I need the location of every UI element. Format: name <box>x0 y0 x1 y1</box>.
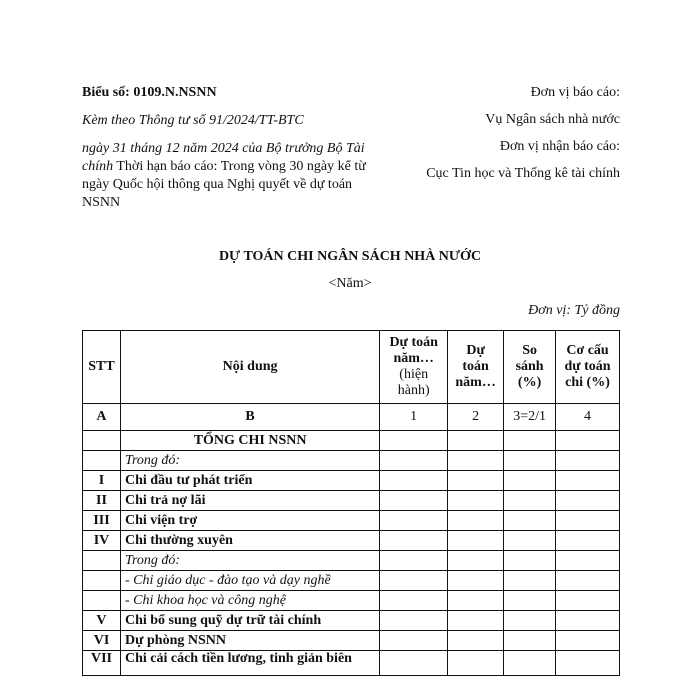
report-deadline: Thời hạn báo cáo: Trong vòng 30 ngày kể từ ngày Quốc hội thông qua Nghị quyết về dự toán NSNN <box>82 159 366 210</box>
table-row <box>83 511 620 531</box>
row-stt <box>83 451 121 471</box>
row-content: Trong đó: <box>120 551 379 571</box>
index-cell: 1 <box>380 404 448 431</box>
document-title: DỰ TOÁN CHI NGÂN SÁCH NHÀ NƯỚC <box>218 249 482 264</box>
index-cell: 2 <box>448 404 504 431</box>
row-stt: VII <box>83 651 121 676</box>
header-content: Nội dung <box>120 331 379 404</box>
form-code: Biểu số: 0109.N.NSNN <box>82 85 217 100</box>
budget-table <box>82 330 620 676</box>
header-estimate-current-sub: (hiện hành) <box>397 367 430 398</box>
row-stt: VI <box>83 631 121 651</box>
table-header-row <box>83 331 620 404</box>
index-row <box>83 404 620 431</box>
header-right <box>380 84 620 192</box>
header-structure: Cơ cấu dự toán chi (%) <box>556 331 620 404</box>
row-content: Dự phòng NSNN <box>120 631 379 651</box>
table-row <box>83 571 620 591</box>
row-stt: I <box>83 471 121 491</box>
table-row <box>83 611 620 631</box>
row-content: Chi thường xuyên <box>120 531 379 551</box>
index-cell: A <box>83 404 121 431</box>
row-content: Chi cải cách tiền lương, tinh giản biên <box>120 651 379 676</box>
table-row <box>83 591 620 611</box>
row-content: Chi đầu tư phát triển <box>120 471 379 491</box>
row-content: Chi viện trợ <box>120 511 379 531</box>
row-stt: V <box>83 611 121 631</box>
document-year: <Năm> <box>328 276 372 291</box>
row-content: Chi trả nợ lãi <box>120 491 379 511</box>
date-and-deadline <box>82 140 382 212</box>
header-estimate-current-label: Dự toán năm… <box>389 335 438 366</box>
header-compare: So sánh (%) <box>504 331 556 404</box>
table-row <box>83 551 620 571</box>
row-stt <box>83 571 121 591</box>
row-content: - Chi khoa học và công nghệ <box>120 591 379 611</box>
issue-date: ngày 31 tháng 12 năm 2024 của Bộ trưởng Bộ Tài chính <box>82 141 365 174</box>
unit-label: Đơn vị: Tỷ đồng <box>528 303 620 318</box>
row-stt: III <box>83 511 121 531</box>
table-row <box>83 491 620 511</box>
index-cell: 4 <box>556 404 620 431</box>
header-left <box>82 84 382 212</box>
table-row <box>83 431 620 451</box>
header-estimate-current <box>380 331 448 404</box>
row-content: Chi bổ sung quỹ dự trữ tài chính <box>120 611 379 631</box>
index-cell: B <box>120 404 379 431</box>
receiving-unit-label: Đơn vị nhận báo cáo: <box>499 139 620 154</box>
table-row <box>83 631 620 651</box>
row-content: TỔNG CHI NSNN <box>120 431 379 451</box>
row-stt: IV <box>83 531 121 551</box>
table-row <box>83 651 620 676</box>
header-stt: STT <box>83 331 121 404</box>
row-stt: II <box>83 491 121 511</box>
row-content: - Chi giáo dục - đào tạo và dạy nghề <box>120 571 379 591</box>
reporting-unit: Vụ Ngân sách nhà nước <box>485 112 620 127</box>
receiving-unit: Cục Tin học và Thống kê tài chính <box>426 166 620 181</box>
row-content: Trong đó: <box>120 451 379 471</box>
row-stt <box>83 591 121 611</box>
reporting-unit-label: Đơn vị báo cáo: <box>530 85 620 100</box>
row-stt <box>83 551 121 571</box>
row-stt <box>83 431 121 451</box>
attached-circular: Kèm theo Thông tư số 91/2024/TT-BTC <box>82 113 304 128</box>
table-row <box>83 531 620 551</box>
header-estimate-next: Dự toán năm… <box>448 331 504 404</box>
index-cell: 3=2/1 <box>504 404 556 431</box>
table-row <box>83 471 620 491</box>
table-row <box>83 451 620 471</box>
